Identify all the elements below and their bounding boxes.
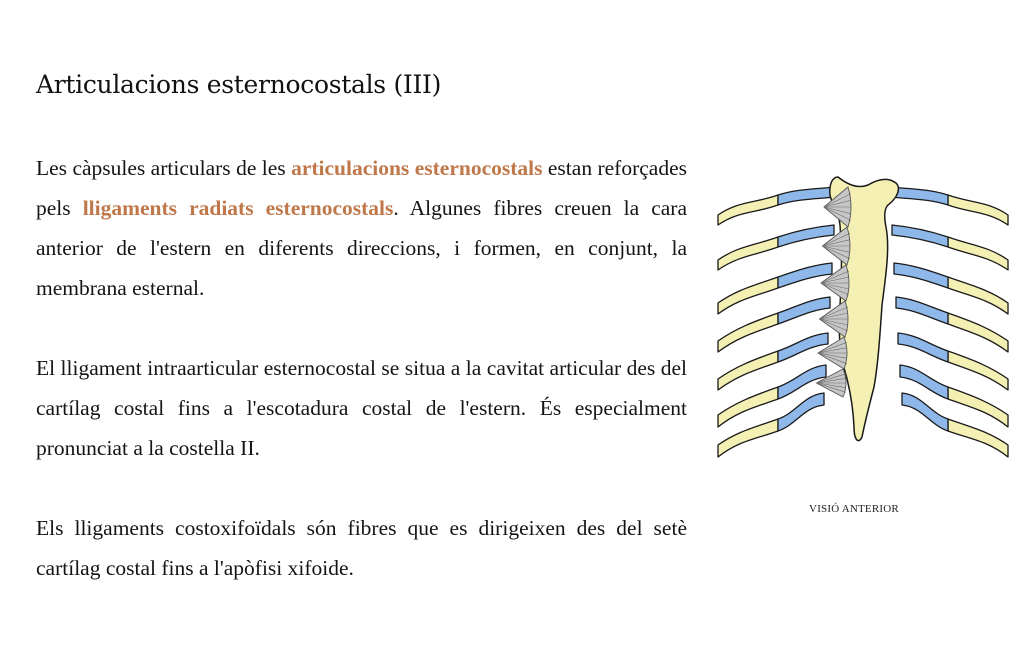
right-costal-cartilage: [894, 263, 948, 288]
left-rib: [718, 313, 778, 352]
page-title: Articulacions esternocostals (III): [36, 70, 442, 99]
left-ribs: [718, 187, 836, 457]
left-costal-cartilage: [778, 393, 824, 431]
right-ribs: [890, 187, 1008, 457]
right-rib: [948, 195, 1008, 225]
left-rib: [718, 195, 778, 225]
left-rib: [718, 351, 778, 390]
right-rib: [948, 237, 1008, 270]
paragraph-intraarticular: El lligament intraarticular esternocostal se situa a la cavitat articular des del cartílag costal fins a l'escotadura costal de l'estern. És especialment pronunciat a la costella II.: [36, 356, 687, 460]
paragraph-text: estan reforçades pels: [36, 156, 687, 220]
left-costal-cartilage: [778, 187, 836, 205]
right-rib: [948, 351, 1008, 390]
paragraph-text: Les càpsules articulars de les: [36, 156, 292, 180]
paragraph-text: . Algunes fibres creuen la cara anterior de l'estern en diferents direccions, i formen, en conjunt, la membrana esternal.: [36, 196, 687, 300]
right-rib: [948, 419, 1008, 457]
left-rib: [718, 387, 778, 427]
paragraph-capsules: [36, 148, 687, 308]
left-rib: [718, 237, 778, 270]
right-costal-cartilage: [892, 225, 948, 247]
left-costal-cartilage: [778, 333, 828, 362]
figure-caption: VISIÓ ANTERIOR: [809, 503, 899, 515]
right-rib: [948, 387, 1008, 427]
left-rib: [718, 277, 778, 314]
right-costal-cartilage: [902, 393, 948, 431]
sternum-illustration: [708, 165, 1018, 465]
right-costal-cartilage: [896, 297, 948, 324]
highlight-lligaments-radiats[interactable]: lligaments radiats esternocostals: [82, 196, 394, 220]
paragraph-costoxifoidals: Els lligaments costoxifoïdals són fibres que es dirigeixen des del setè cartílag costal fins a l'apòfisi xifoide.: [36, 516, 687, 580]
text-column: [36, 148, 687, 628]
right-rib: [948, 313, 1008, 352]
highlight-articulacions-esternocostals[interactable]: articulacions esternocostals: [291, 156, 543, 180]
right-rib: [948, 277, 1008, 314]
left-rib: [718, 419, 778, 457]
right-costal-cartilage: [898, 333, 948, 362]
